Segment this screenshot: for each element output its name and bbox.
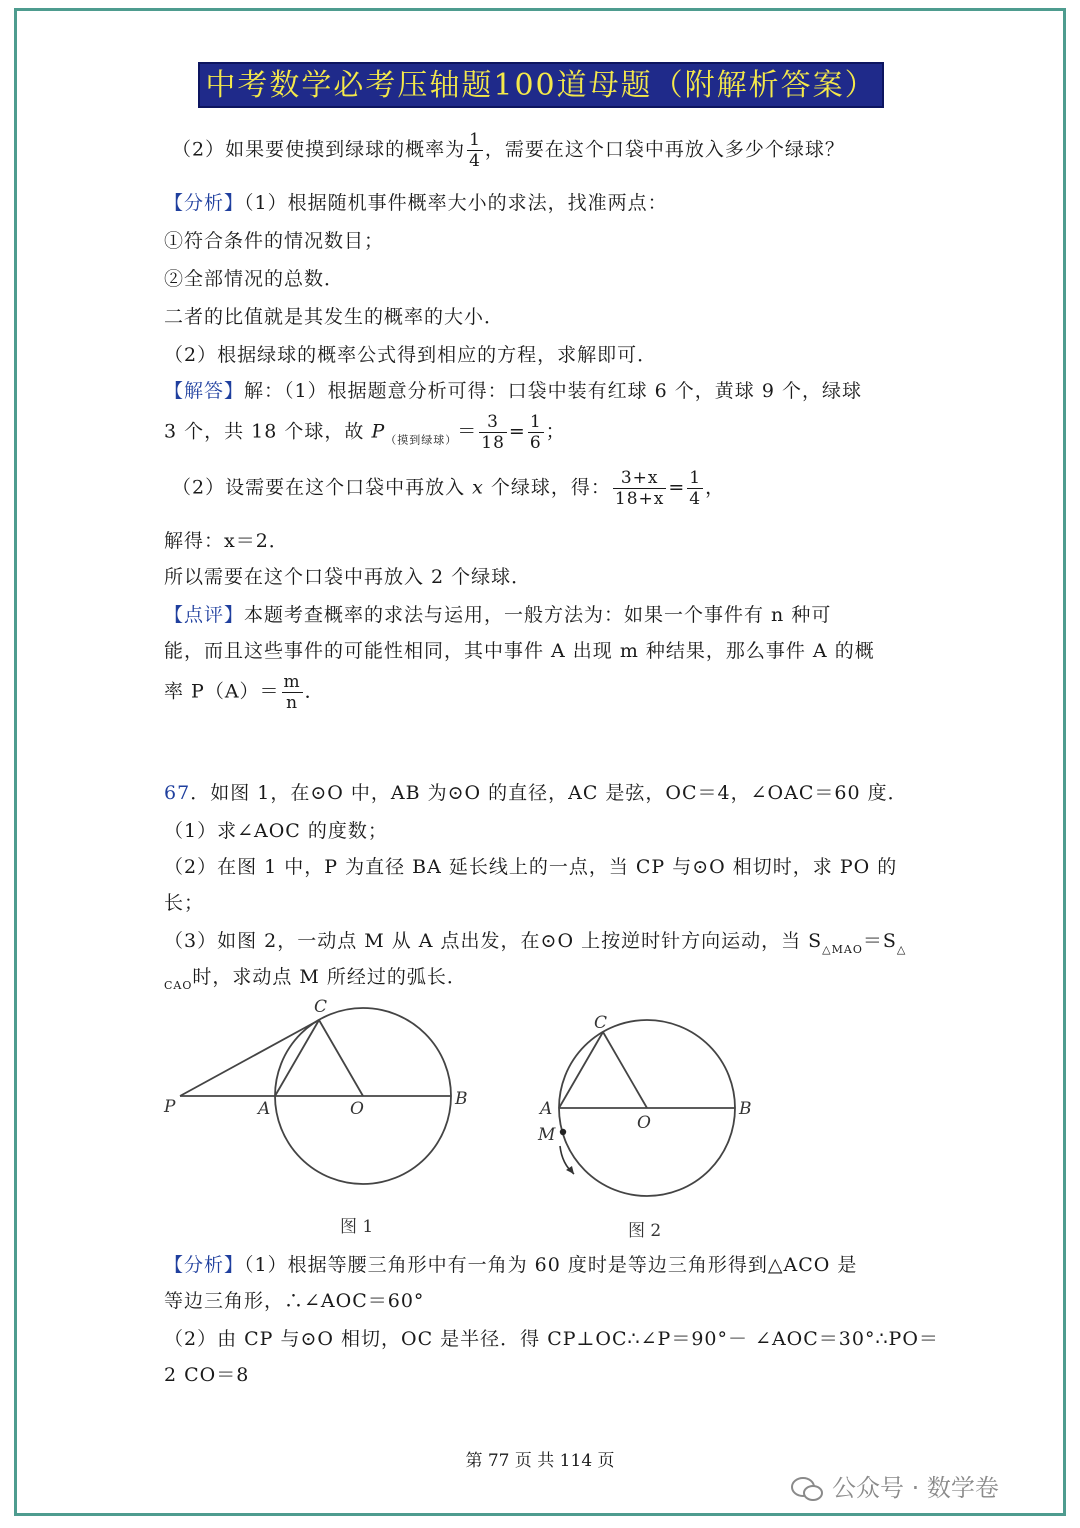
subscript: △MAO <box>822 943 863 956</box>
prev-question-2 <box>172 130 845 171</box>
problem-67-stem <box>164 778 908 805</box>
frac-den: 4 <box>469 151 481 171</box>
radius-oc <box>603 1032 647 1108</box>
figure-2-caption: 图 2 <box>628 1221 662 1241</box>
p67-analysis-line-3: （2）由 CP 与⊙O 相切，OC 是半径．得 CP⊥OC∴∠P＝90°－ ∠AOC＝30°∴PO＝ <box>164 1328 939 1350</box>
p67-analysis-line-1 <box>164 1250 857 1277</box>
text: （1）根据等腰三角形中有一角为 60 度时是等边三角形得到△ACO 是 <box>244 1254 858 1276</box>
text: ； <box>545 420 566 443</box>
label-m: M <box>538 1125 556 1145</box>
label-b: B <box>455 1089 468 1109</box>
frac-num: 1 <box>689 468 702 488</box>
subscript: （摸到绿球） <box>385 433 458 447</box>
fraction <box>479 412 507 453</box>
frac-num: 3+x <box>613 468 666 489</box>
label-p: P <box>164 1097 176 1117</box>
fraction <box>687 468 703 509</box>
comment-line-3 <box>164 672 325 713</box>
analysis-line-3: ②全部情况的总数． <box>164 268 345 290</box>
problem-67-q2-line1: （2）在图 1 中，P 为直径 BA 延长线上的一点，当 CP 与⊙O 相切时，求 PO 的 <box>164 856 898 878</box>
comment-tag: 【点评】 <box>164 604 245 626</box>
label-a: A <box>258 1099 271 1119</box>
problem-number: 67 <box>164 782 191 804</box>
answer-tag: 【解答】 <box>164 380 245 402</box>
tangent-pc <box>180 1020 319 1096</box>
point-m <box>560 1129 566 1135</box>
prob-symbol: P <box>371 420 386 443</box>
subscript: △ <box>896 943 907 956</box>
label-o: O <box>637 1113 651 1133</box>
answer-line-1 <box>164 376 862 403</box>
problem-67-q3-line1 <box>164 926 906 956</box>
label-c: C <box>314 997 328 1017</box>
comment-line-2: 能，而且这些事件的可能性相同，其中事件 A 出现 m 种结果，那么事件 A 的概 <box>164 640 875 662</box>
problem-67-q2-line2: 长； <box>164 892 205 914</box>
bubble-2 <box>804 1486 822 1500</box>
text: （1）根据随机事件概率大小的求法，找准两点： <box>244 192 668 214</box>
text: ． <box>304 680 325 703</box>
problem-67-q3-line2 <box>164 962 467 992</box>
comment-line-1 <box>164 600 831 627</box>
analysis-tag: 【分析】 <box>164 1254 245 1276</box>
text: 本题考查概率的求法与运用，一般方法为：如果一个事件有 n 种可 <box>244 604 832 626</box>
frac-den: n <box>286 693 299 713</box>
page-footer: 第 77 页 共 114 页 <box>465 1451 615 1471</box>
fraction <box>282 672 303 713</box>
watermark-text: 公众号 · 数学卷 <box>832 1474 999 1502</box>
text: ＝ <box>457 420 478 443</box>
frac-num: m <box>283 672 301 692</box>
text: 个绿球，得： <box>483 476 611 499</box>
var-x: x <box>472 476 484 499</box>
text: 3 个，共 18 个球，故 <box>164 420 372 443</box>
analysis-line-5: （2）根据绿球的概率公式得到相应的方程，求解即可． <box>164 344 658 366</box>
problem-67-q1: （1）求∠AOC 的度数； <box>164 820 388 842</box>
text: （3）如图 2，一动点 M 从 A 点出发，在⊙O 上按逆时针方向运动，当 S <box>164 930 823 952</box>
subscript: CAO <box>164 979 193 992</box>
label-o: O <box>350 1099 364 1119</box>
frac-den: 4 <box>689 489 702 509</box>
text: 率 P（A）＝ <box>164 680 280 703</box>
answer-line-5: 所以需要在这个口袋中再放入 2 个绿球． <box>164 566 532 588</box>
text: 时，求动点 M 所经过的弧长． <box>192 966 467 988</box>
watermark <box>790 1468 999 1503</box>
p67-analysis-line-4: 2 CO＝8 <box>164 1364 250 1386</box>
analysis-line-4: 二者的比值就是其发生的概率的大小． <box>164 306 505 328</box>
wechat-icon <box>790 1475 824 1503</box>
radius-oc <box>319 1020 363 1096</box>
frac-den: 6 <box>529 433 542 453</box>
text: （2）设需要在这个口袋中再放入 <box>172 476 473 499</box>
frac-num: 1 <box>469 130 481 150</box>
figure-1 <box>150 990 490 1200</box>
page-title: 中考数学必考压轴题100道母题（附解析答案） <box>198 62 884 108</box>
p67-analysis-line-2: 等边三角形，∴∠AOC＝60° <box>164 1290 425 1312</box>
answer-line-2 <box>164 412 566 453</box>
fraction <box>613 468 666 509</box>
analysis-line-2: ①符合条件的情况数目； <box>164 230 385 252</box>
analysis-tag: 【分析】 <box>164 192 245 214</box>
answer-line-4: 解得：x＝2． <box>164 530 289 552</box>
text: = <box>668 476 686 499</box>
text: ＝S <box>862 930 897 952</box>
label-a: A <box>540 1099 553 1119</box>
fraction <box>528 412 544 453</box>
text: 解：（1）根据题意分析可得：口袋中装有红球 6 个，黄球 9 个，绿球 <box>244 380 862 402</box>
text: = <box>508 420 526 443</box>
text: ，需要在这个口袋中再放入多少个绿球？ <box>484 138 845 161</box>
text: ．如图 1，在⊙O 中，AB 为⊙O 的直径，AC 是弦，OC＝4，∠OAC＝60 度． <box>190 782 908 804</box>
label-b: B <box>739 1099 752 1119</box>
figure-2 <box>530 1006 770 1206</box>
fraction <box>467 130 483 171</box>
frac-num: 1 <box>529 412 542 432</box>
label-c: C <box>594 1013 608 1033</box>
frac-num: 3 <box>479 412 507 433</box>
text: （2）如果要使摸到绿球的概率为 <box>172 138 466 161</box>
figure-1-caption: 图 1 <box>340 1217 374 1237</box>
frac-den: 18+x <box>614 489 665 509</box>
chord-ac <box>559 1032 603 1108</box>
text: ， <box>705 476 726 499</box>
analysis-line-1 <box>164 188 668 215</box>
answer-line-3 <box>172 468 725 509</box>
frac-den: 18 <box>481 433 505 453</box>
